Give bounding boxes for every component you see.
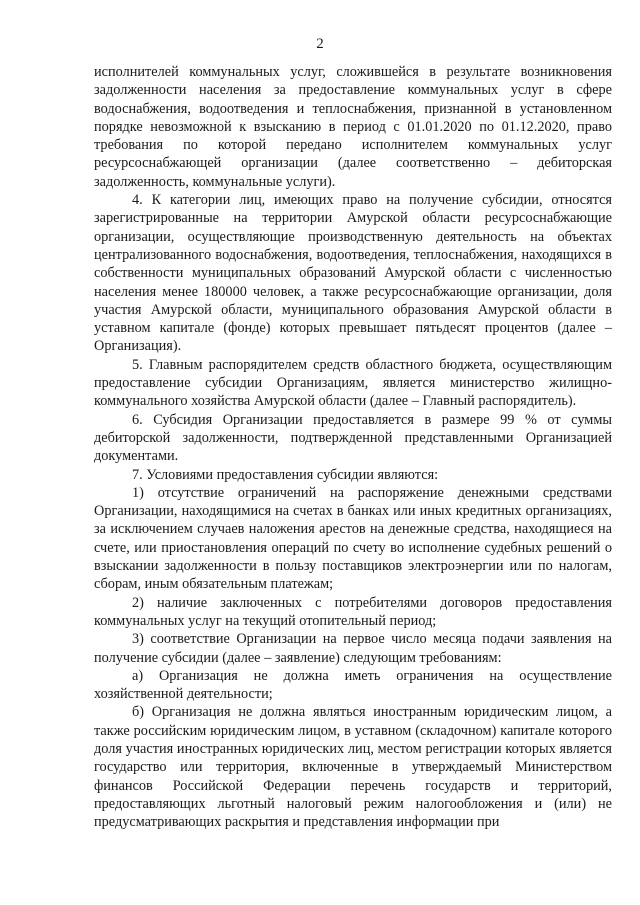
paragraph-item-7: 7. Условиями предоставления субсидии являются:	[132, 466, 439, 483]
document-body	[94, 63, 612, 831]
paragraph-item-6: 6. Субсидия Организации предоставляется в размере 99 % от суммы дебиторской задолженности, подтвержденной представленными Организацией документами.	[94, 411, 612, 465]
paragraph-continuation: исполнителей коммунальных услуг, сложившейся в результате возникновения задолженности населения за предоставление коммунальных услуг в сфере водоснабжения, водоотведения и теплоснабжения, признанной в установленном порядке невозможной к взысканию в период с 01.01.2020 по 01.12.2020, право требования по которой передано исполнителем коммунальных услуг ресурсоснабжающей организации (далее соответственно – дебиторская задолженность, коммунальные услуги).	[94, 64, 612, 190]
paragraph-condition-2: 2) наличие заключенных с потребителями договоров предоставления коммунальных услуг на текущий отопительный период;	[94, 594, 612, 629]
page-number: 2	[316, 36, 324, 52]
paragraph-requirement-a: а) Организация не должна иметь ограничения на осуществление хозяйственной деятельности;	[94, 667, 612, 703]
paragraph-requirement-b: б) Организация не должна являться иностранным юридическим лицом, а также российским юридическим лицом, в уставном (складочном) капитале которого доля участия иностранных юридических лиц, местом регистрации которых является государство или территория, включенные в утверждаемый Министерством финансов Российской Федерации перечень государств и территорий, предоставляющих льготный налоговый режим налогообложения и (или) не предусматривающих раскрытия и представления информации при	[94, 704, 612, 831]
paragraph-item-5: 5. Главным распорядителем средств областного бюджета, осуществляющим предоставление субсидии Организациям, является министерство жилищно-коммунального хозяйства Амурской области (далее – Главный распорядитель).	[94, 356, 612, 410]
paragraph-item-4: 4. К категории лиц, имеющих право на получение субсидии, относятся зарегистрированные на территории Амурской области ресурсоснабжающие организации, осуществляющие производственную деятельность на объектах централизованного водоснабжения, водоотведения, теплоснабжения, находящихся в собственности муниципальных образований Амурской области с численностью населения менее 180000 человек, а также ресурсоснабжающие организации, доля участия Амурской области, муниципального образования Амурской области в уставном капитале (фонде) которых превышает пятьдесят процентов (далее – Организация).	[94, 192, 612, 355]
paragraph-condition-3: 3) соответствие Организации на первое число месяца подачи заявления на получение субсидии (далее – заявление) следующим требованиям:	[94, 631, 612, 666]
paragraph-condition-1: 1) отсутствие ограничений на распоряжение денежными средствами Организации, находящимися на счетах в банках или иных кредитных организациях, за исключением случаев наложения арестов на денежные средства, находящиеся на счете, или приостановления операций по счету во исполнение судебных решений о взыскании задолженности в пользу поставщиков электроэнергии или по налогам, сборам, иным обязательным платежам;	[94, 484, 612, 593]
